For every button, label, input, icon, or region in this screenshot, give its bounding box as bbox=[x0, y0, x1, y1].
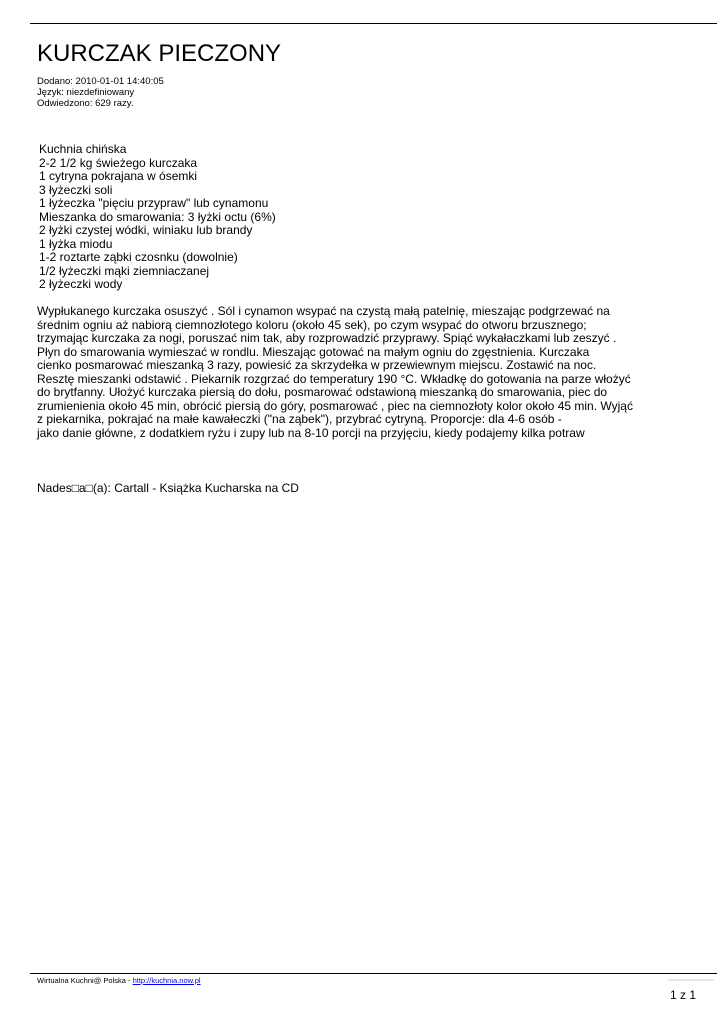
instructions-text bbox=[37, 305, 677, 440]
ingredient-item: Mieszanka do smarowania: 3 łyżki octu (6%) bbox=[39, 209, 276, 224]
ingredient-item: 1/2 łyżeczki mąki ziemniaczanej bbox=[39, 263, 210, 278]
instruction-line: do brytfanny. Ułożyć kurczaka piersią do dołu, posmarować odstawioną mieszanką do smarowania, piec do bbox=[37, 385, 608, 399]
ingredient-item: 2 łyżki czystej wódki, winiaku lub brandy bbox=[39, 223, 253, 237]
ingredient-item: 2 łyżeczki wody bbox=[39, 277, 123, 291]
instruction-line: Wypłukanego kurczaka osuszyć . Sól i cynamon wsypać na czystą małą patelnię, mieszając podgrzewać na bbox=[37, 304, 610, 318]
instruction-line: trzymając kurczaka za nogi, poruszać nim tak, aby rozprowadzić przyprawy. Spiąć wykałaczkami lub zeszyć . bbox=[37, 331, 617, 345]
instruction-line: cienko posmarować mieszanką 3 razy, powiesić za skrzydełka w przewiewnym miejscu. Zostawić na noc. bbox=[37, 358, 597, 372]
ingredient-item: 3 łyżeczki soli bbox=[39, 182, 113, 197]
added-date: Dodano: 2010-01-01 14:40:05 bbox=[37, 76, 164, 87]
language: Język: niezdefiniowany bbox=[37, 87, 135, 98]
page-number: 1 z 1 bbox=[670, 988, 697, 1002]
instruction-line: z piekarnika, pokrajać na małe kawałeczki ("na ząbek"), przybrać cytryną. Proporcje: dla 4-6 osób - bbox=[37, 412, 562, 426]
instruction-line: Płyn do smarowania wymieszać w rondlu. Mieszając gotować na małym ogniu do zgęstnienia. Kurczaka bbox=[37, 344, 590, 359]
bottom-divider bbox=[30, 973, 717, 974]
instruction-line: zrumienienia około 45 min, obrócić piersią do góry, posmarować , piec na ciemnozłoty kolor około 45 min. Wyjąć bbox=[37, 398, 633, 413]
ingredient-item: 1 łyżka miodu bbox=[39, 236, 113, 251]
instruction-line: Resztę mieszanki odstawić . Piekarnik rozgrzać do temperatury 190 °C. Wkładkę do gotowania na parze włożyć bbox=[37, 371, 631, 386]
sender-line: Nades□a□(a): Cartall - Książka Kucharska na CD bbox=[37, 481, 299, 495]
ingredients-list bbox=[39, 143, 276, 292]
footer bbox=[37, 976, 201, 985]
ingredient-item: 1 cytryna pokrajana w ósemki bbox=[39, 169, 198, 183]
top-divider bbox=[30, 23, 717, 24]
instruction-line: średnim ogniu aż nabiorą ciemnozłotego koloru (około 45 sek), po czym wsypać do otworu brzusznego; bbox=[37, 317, 587, 332]
ingredient-item: 2-2 1/2 kg świeżego kurczaka bbox=[39, 155, 198, 170]
ingredient-item: 1-2 roztarte ząbki czosnku (dowolnie) bbox=[39, 250, 238, 264]
footer-link[interactable]: http://kuchnia.now.pl bbox=[132, 976, 201, 985]
footer-site-name: Wirtualna Kuchni@ Polska - bbox=[37, 976, 133, 985]
recipe-meta bbox=[37, 76, 164, 109]
footer-mark bbox=[668, 979, 714, 981]
ingredient-item: Kuchnia chińska bbox=[39, 142, 127, 156]
page-title: KURCZAK PIECZONY bbox=[37, 40, 282, 67]
ingredient-item: 1 łyżeczka "pięciu przypraw" lub cynamonu bbox=[39, 196, 269, 210]
visit-count: Odwiedzono: 629 razy. bbox=[37, 98, 134, 109]
instruction-line: jako danie główne, z dodatkiem ryżu i zupy lub na 8-10 porcji na przyjęciu, kiedy podajemy kilka potraw bbox=[37, 425, 585, 440]
